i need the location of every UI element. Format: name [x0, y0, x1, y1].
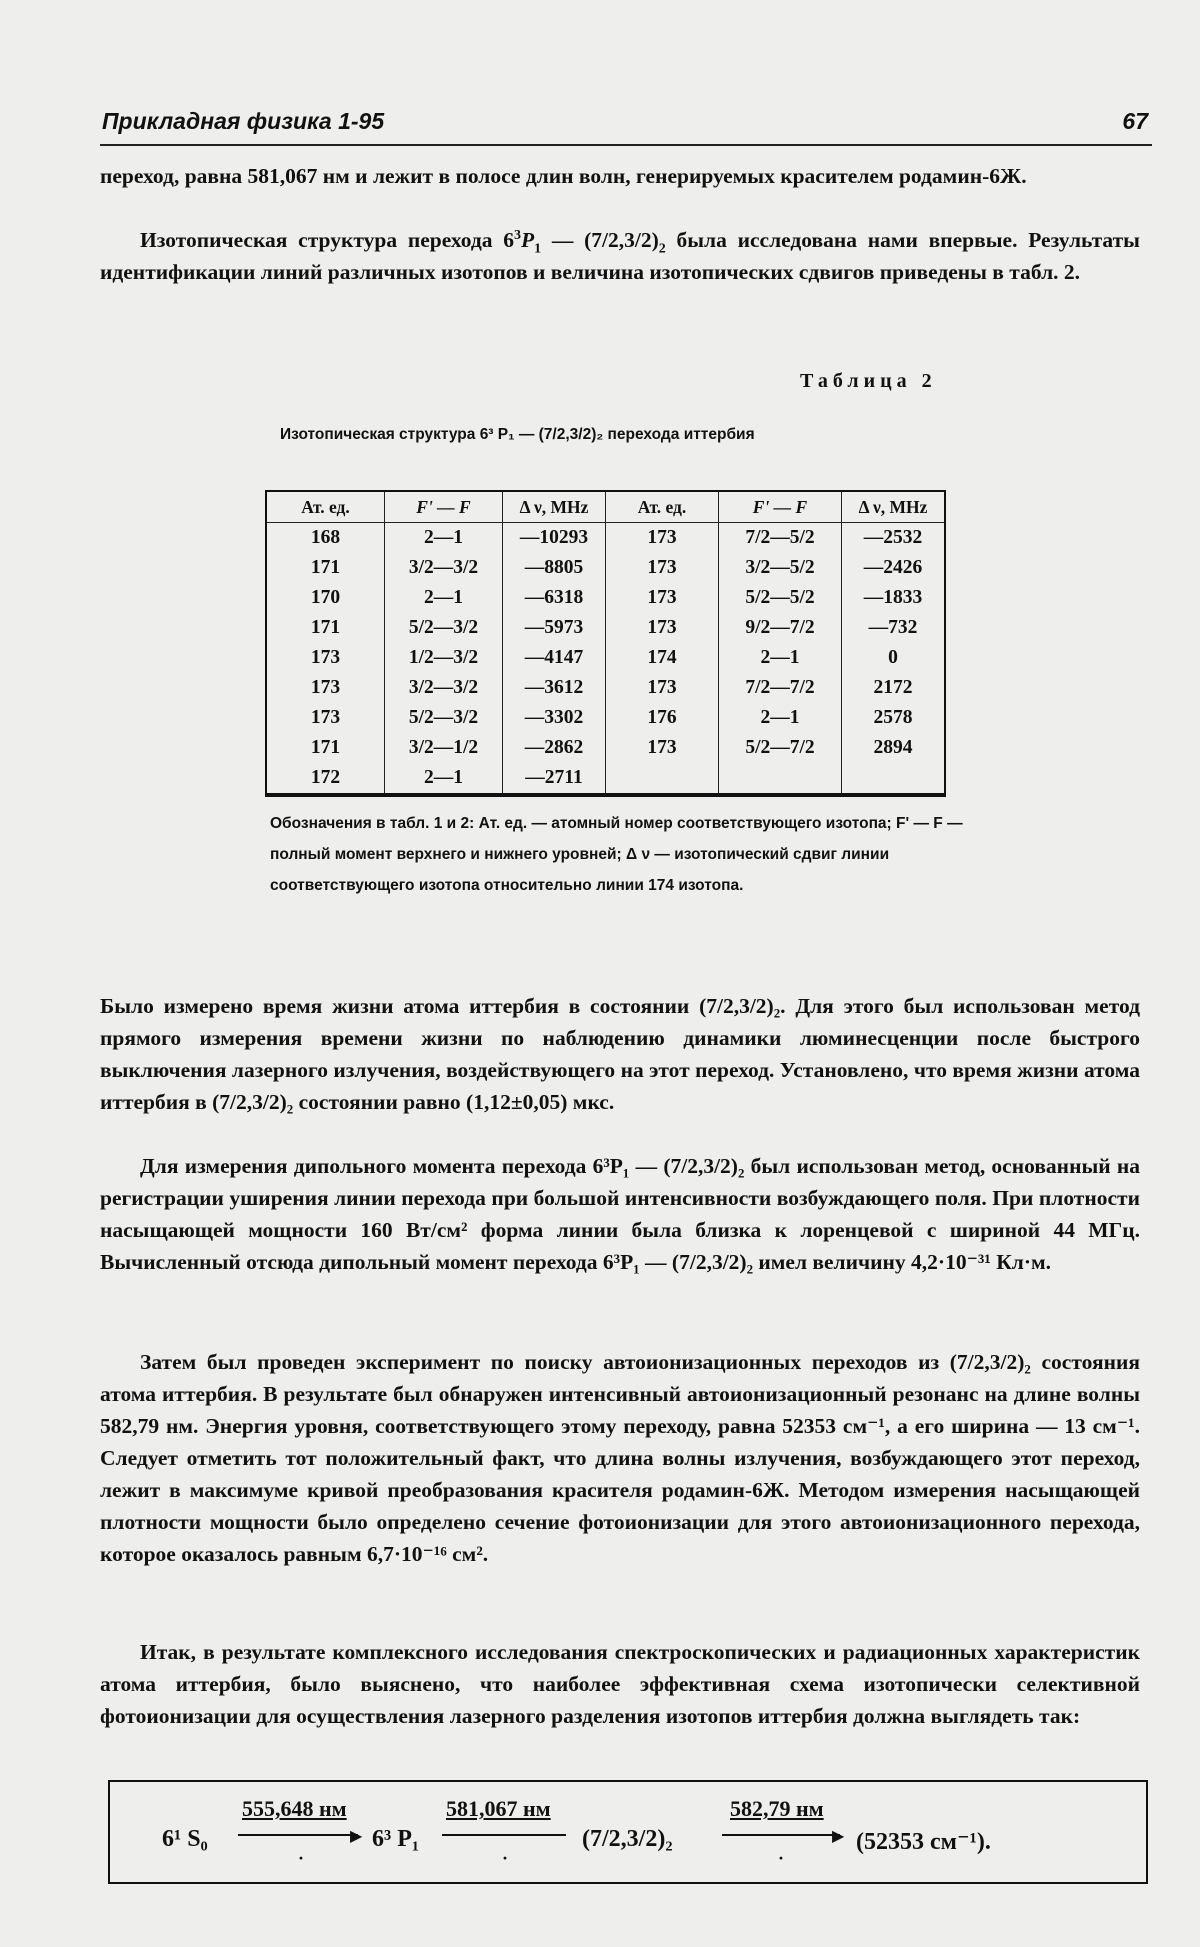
- table-cell: 168: [266, 523, 385, 554]
- table-cell: 3/2—1/2: [385, 733, 503, 763]
- paragraph-3: Было измерено время жизни атома иттербия в состоянии (7/2,3/2)₂. Для этого был использован метод прямого измерения времени жизни по наблюдению динамики люминесценции после быстрого выключения лазерного излучения, воздействующего на этот переход. Установлено, что время жизни атома иттербия в (7/2,3/2)₂ состоянии равно (1,12±0,05) мкс.: [100, 994, 1140, 1114]
- scheme-arrow-label-1: 555,648 нм: [242, 1796, 347, 1821]
- table-caption: Изотопическая структура 6³ P₁ — (7/2,3/2)₂ перехода иттербия: [280, 426, 755, 443]
- page-number: 67: [1122, 108, 1148, 134]
- dot-icon: ·: [778, 1848, 785, 1868]
- scheme-state-6p1: 6³ P₁: [372, 1826, 420, 1852]
- table-cell: 2—1: [385, 763, 503, 795]
- table-cell: 171: [266, 733, 385, 763]
- table-cell: 2172: [842, 673, 946, 703]
- paragraph-2-P: P: [521, 228, 535, 252]
- table-cell: 7/2—5/2: [719, 523, 842, 554]
- table-header-cell: Δ ν, MHz: [842, 491, 946, 523]
- table-cell: —2711: [503, 763, 606, 795]
- table-row: [266, 523, 945, 554]
- page-header: [100, 104, 1152, 146]
- table-cell: 7/2—7/2: [719, 673, 842, 703]
- table-row: [266, 583, 945, 613]
- table-row: [266, 703, 945, 733]
- table-cell: 170: [266, 583, 385, 613]
- paragraph-4: Для измерения дипольного момента перехода 6³P₁ — (7/2,3/2)₂ был использован метод, основанный на регистрации уширения линии перехода при большой интенсивности возбуждающего поля. При плотности насыщающей мощности 160 Вт/см² форма линии была близка к лоренцевой с шириной 44 МГц. Вычисленный отсюда дипольный момент перехода 6³P₁ — (7/2,3/2)₂ имел величину 4,2·10⁻³¹ Кл·м.: [100, 1154, 1140, 1274]
- paragraph-2-sup: 3: [514, 227, 521, 243]
- paragraph-6: Итак, в результате комплексного исследования спектроскопических и радиационных характеристик атома иттербия, было выяснено, что наиболее эффективная схема изотопически селективной фотоионизации для осуществления лазерного разделения изотопов иттербия должна выглядеть так:: [100, 1640, 1140, 1728]
- table-cell: 173: [606, 673, 719, 703]
- scheme-arrow-label-3: 582,79 нм: [730, 1796, 824, 1821]
- paragraph-1: переход, равна 581,067 нм и лежит в полосе длин волн, генерируемых красителем родамин-6Ж.: [100, 164, 1027, 188]
- paragraph-2-sub1: 1: [534, 241, 542, 257]
- table-cell: 2—1: [719, 643, 842, 673]
- table-cell: 3/2—5/2: [719, 553, 842, 583]
- table-cell: 173: [266, 673, 385, 703]
- table-cell: 173: [606, 553, 719, 583]
- arrow-right-icon: ▶: [832, 1828, 845, 1845]
- table-cell: —8805: [503, 553, 606, 583]
- table-cell: —4147: [503, 643, 606, 673]
- table-row: [266, 613, 945, 643]
- table-cell: 174: [606, 643, 719, 673]
- table-header-row: [266, 491, 945, 523]
- table-cell: 2—1: [719, 703, 842, 733]
- dot-icon: ·: [502, 1848, 509, 1868]
- table-header-cell: Δ ν, MHz: [503, 491, 606, 523]
- table-cell: 172: [266, 763, 385, 795]
- table-row: [266, 643, 945, 673]
- table-cell: 176: [606, 703, 719, 733]
- scheme-arrow-1: [238, 1834, 358, 1836]
- table-cell: 5/2—3/2: [385, 703, 503, 733]
- table-label: Таблица 2: [800, 370, 937, 392]
- table-cell: —2426: [842, 553, 946, 583]
- table-header-cell: F' — F: [719, 491, 842, 523]
- scheme-state-autoionization: (52353 см⁻¹).: [856, 1829, 991, 1855]
- paragraph-2-c: была исследована нами впервые. Результаты идентификации линий различных изотопов и величина изотопических сдвигов приведены в табл. 2.: [100, 228, 1140, 284]
- table-cell: —732: [842, 613, 946, 643]
- table-row: [266, 763, 945, 795]
- table-cell: —5973: [503, 613, 606, 643]
- table-row: [266, 553, 945, 583]
- table-cell: —3612: [503, 673, 606, 703]
- table-header-cell: F' — F: [385, 491, 503, 523]
- scheme-state-ground: 6¹ S₀: [162, 1826, 208, 1852]
- table-cell: —10293: [503, 523, 606, 554]
- table-cell: 3/2—3/2: [385, 553, 503, 583]
- scheme-arrow-3: [722, 1834, 840, 1836]
- scheme-arrow-label-2: 581,067 нм: [446, 1796, 551, 1821]
- table-cell: 173: [606, 733, 719, 763]
- paragraph-5: Затем был проведен эксперимент по поиску автоионизационных переходов из (7/2,3/2)₂ состояния атома иттербия. В результате был обнаружен интенсивный автоионизационный резонанс на длине волны 582,79 нм. Энергия уровня, соответствующего этому переходу, равна 52353 см⁻¹, а его ширина — 13 см⁻¹. Следует отметить тот положительный факт, что длина волны излучения, возбуждающего этот переход, лежит в максимуме кривой преобразования красителя родамин-6Ж. Методом измерения насыщающей плотности мощности было определено сечение фотоионизации для этого автоионизационного перехода, которое оказалось равным 6,7·10⁻¹⁶ см².: [100, 1350, 1140, 1566]
- arrow-right-icon: ▶: [350, 1828, 363, 1845]
- table-header-cell: Ат. ед.: [266, 491, 385, 523]
- table-cell: [842, 763, 946, 795]
- table-cell: 173: [266, 643, 385, 673]
- scheme-arrow-2: [442, 1834, 566, 1836]
- table-cell: —2862: [503, 733, 606, 763]
- isotope-table: [265, 490, 946, 797]
- table-cell: 1/2—3/2: [385, 643, 503, 673]
- table-cell: [719, 763, 842, 795]
- table-note: Обозначения в табл. 1 и 2: Ат. ед. — атомный номер соответствующего изотопа; F' — F — полный момент верхнего и нижнего уровней; Δ ν — изотопический сдвиг линии соответствующего изотопа относительно линии 174 изотопа.: [270, 815, 963, 894]
- table-cell: 173: [606, 613, 719, 643]
- table-row: [266, 733, 945, 763]
- table-row: [266, 673, 945, 703]
- table-cell: —3302: [503, 703, 606, 733]
- table-cell: 2—1: [385, 583, 503, 613]
- scheme-state-723: (7/2,3/2)₂: [582, 1826, 673, 1852]
- paragraph-2-b: — (7/2,3/2): [541, 228, 659, 252]
- paragraph-2-a: Изотопическая структура перехода 6: [140, 228, 515, 252]
- dot-icon: ·: [298, 1848, 305, 1868]
- table-cell: 2578: [842, 703, 946, 733]
- table-cell: —6318: [503, 583, 606, 613]
- paragraph-2-sub2: 2: [658, 241, 666, 257]
- table-cell: 3/2—3/2: [385, 673, 503, 703]
- table-cell: 0: [842, 643, 946, 673]
- table-cell: 171: [266, 553, 385, 583]
- table-cell: 5/2—5/2: [719, 583, 842, 613]
- table-cell: 173: [266, 703, 385, 733]
- table-cell: 171: [266, 613, 385, 643]
- ionization-scheme-box: [108, 1780, 1148, 1884]
- running-head: Прикладная физика 1-95: [102, 108, 385, 134]
- table-cell: 5/2—7/2: [719, 733, 842, 763]
- table-cell: 5/2—3/2: [385, 613, 503, 643]
- paragraph-2: [100, 224, 1140, 288]
- table-header-cell: Ат. ед.: [606, 491, 719, 523]
- table-cell: [606, 763, 719, 795]
- table-cell: —1833: [842, 583, 946, 613]
- table-cell: 173: [606, 583, 719, 613]
- table-cell: 2—1: [385, 523, 503, 554]
- table-cell: —2532: [842, 523, 946, 554]
- table-cell: 173: [606, 523, 719, 554]
- table-cell: 2894: [842, 733, 946, 763]
- table-cell: 9/2—7/2: [719, 613, 842, 643]
